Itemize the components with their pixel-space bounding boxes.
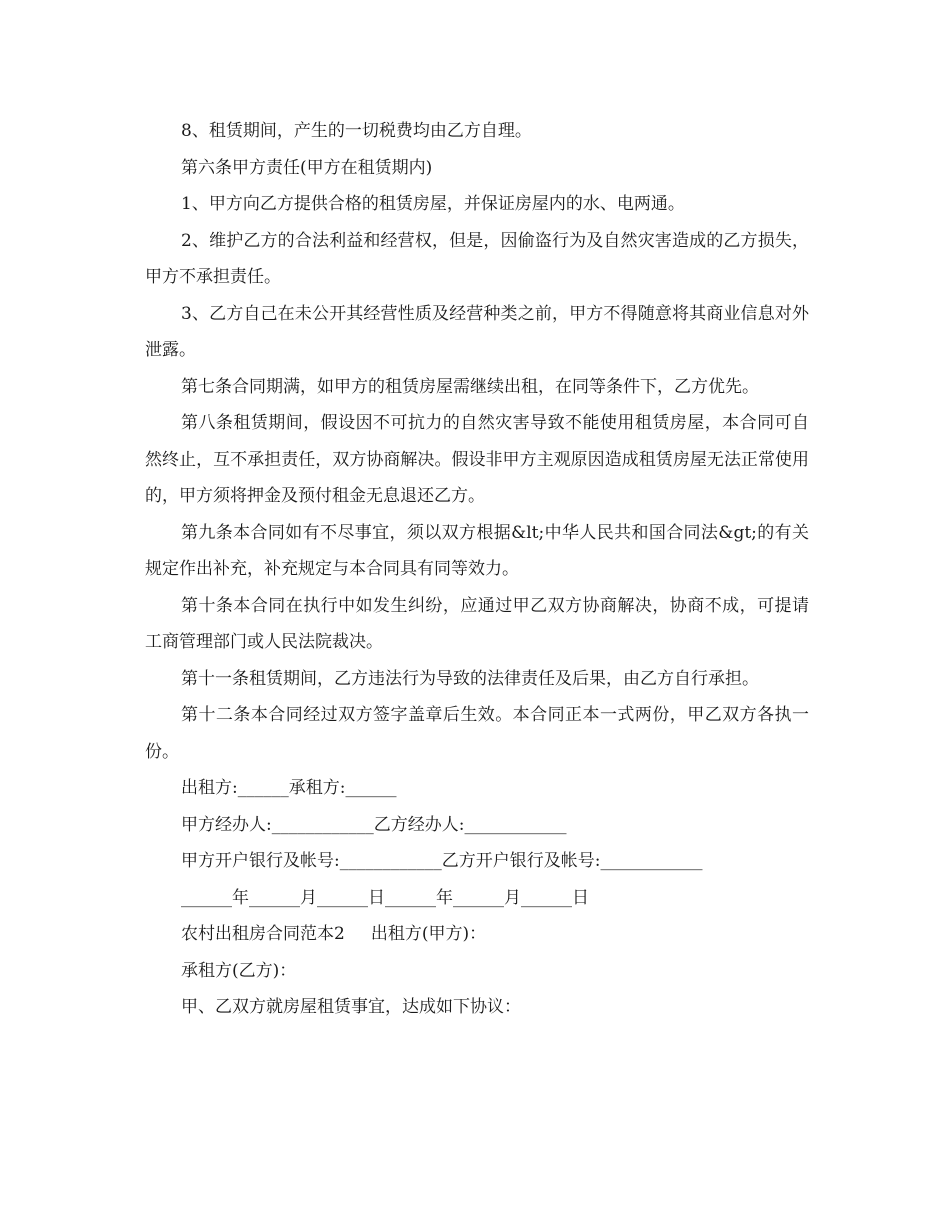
article-9: 第九条本合同如有不尽事宜，须以双方根据&lt;中华人民共和国合同法&gt;的有关规定作出补充，补充规定与本合同具有同等效力。 bbox=[145, 522, 809, 579]
article-6-item-1: 1、甲方向乙方提供合格的租赁房屋，并保证房屋内的水、电两通。 bbox=[181, 194, 685, 214]
signature-date-line: ______年______月______日______年______月______日 bbox=[181, 887, 589, 908]
article-8: 第八条租赁期间，假设因不可抗力的自然灾害导致不能使用租赁房屋，本合同可自然终止，互不承担责任，双方协商解决。假设非甲方主观原因造成租赁房屋无法正常使用的，甲方须将押金及预付租金无息退还乙方。 bbox=[145, 413, 809, 506]
article-12: 第十二条本合同经过双方签字盖章后生效。本合同正本一式两份，甲乙双方各执一份。 bbox=[145, 705, 809, 762]
document-body bbox=[145, 113, 809, 1026]
article-6-heading: 第六条甲方责任(甲方在租赁期内) bbox=[181, 157, 433, 178]
signature-bank-line: 甲方开户银行及帐号:____________乙方开户银行及帐号:____________ bbox=[181, 851, 703, 871]
article-7: 第七条合同期满，如甲方的租赁房屋需继续出租，在同等条件下，乙方优先。 bbox=[181, 376, 759, 397]
signature-agents-line: 甲方经办人:____________乙方经办人:____________ bbox=[181, 814, 567, 835]
second-contract-title: 农村出租房合同范本2 bbox=[181, 924, 345, 944]
article-10: 第十条本合同在执行中如发生纠纷，应通过甲乙双方协商解决，协商不成，可提请工商管理部门或人民法院裁决。 bbox=[145, 595, 809, 652]
second-contract-intro: 甲、乙双方就房屋租赁事宜，达成如下协议： bbox=[181, 997, 521, 1017]
second-contract-lessor: 出租方(甲方)： bbox=[370, 924, 487, 944]
article-6-item-2: 2、维护乙方的合法利益和经营权，但是，因偷盗行为及自然灾害造成的乙方损失，甲方不承担责任。 bbox=[145, 230, 809, 287]
clause-8-taxes: 8、租赁期间，产生的一切税费均由乙方自理。 bbox=[181, 121, 532, 141]
second-contract-lessee: 承租方(乙方)： bbox=[181, 960, 297, 981]
article-6-item-3: 3、乙方自己在未公开其经营性质及经营种类之前，甲方不得随意将其商业信息对外泄露。 bbox=[145, 303, 809, 360]
article-11: 第十一条租赁期间，乙方违法行为导致的法律责任及后果，由乙方自行承担。 bbox=[181, 668, 759, 689]
second-contract-header-line bbox=[145, 916, 809, 953]
signature-parties-line: 出租方:______承租方:______ bbox=[181, 778, 397, 798]
